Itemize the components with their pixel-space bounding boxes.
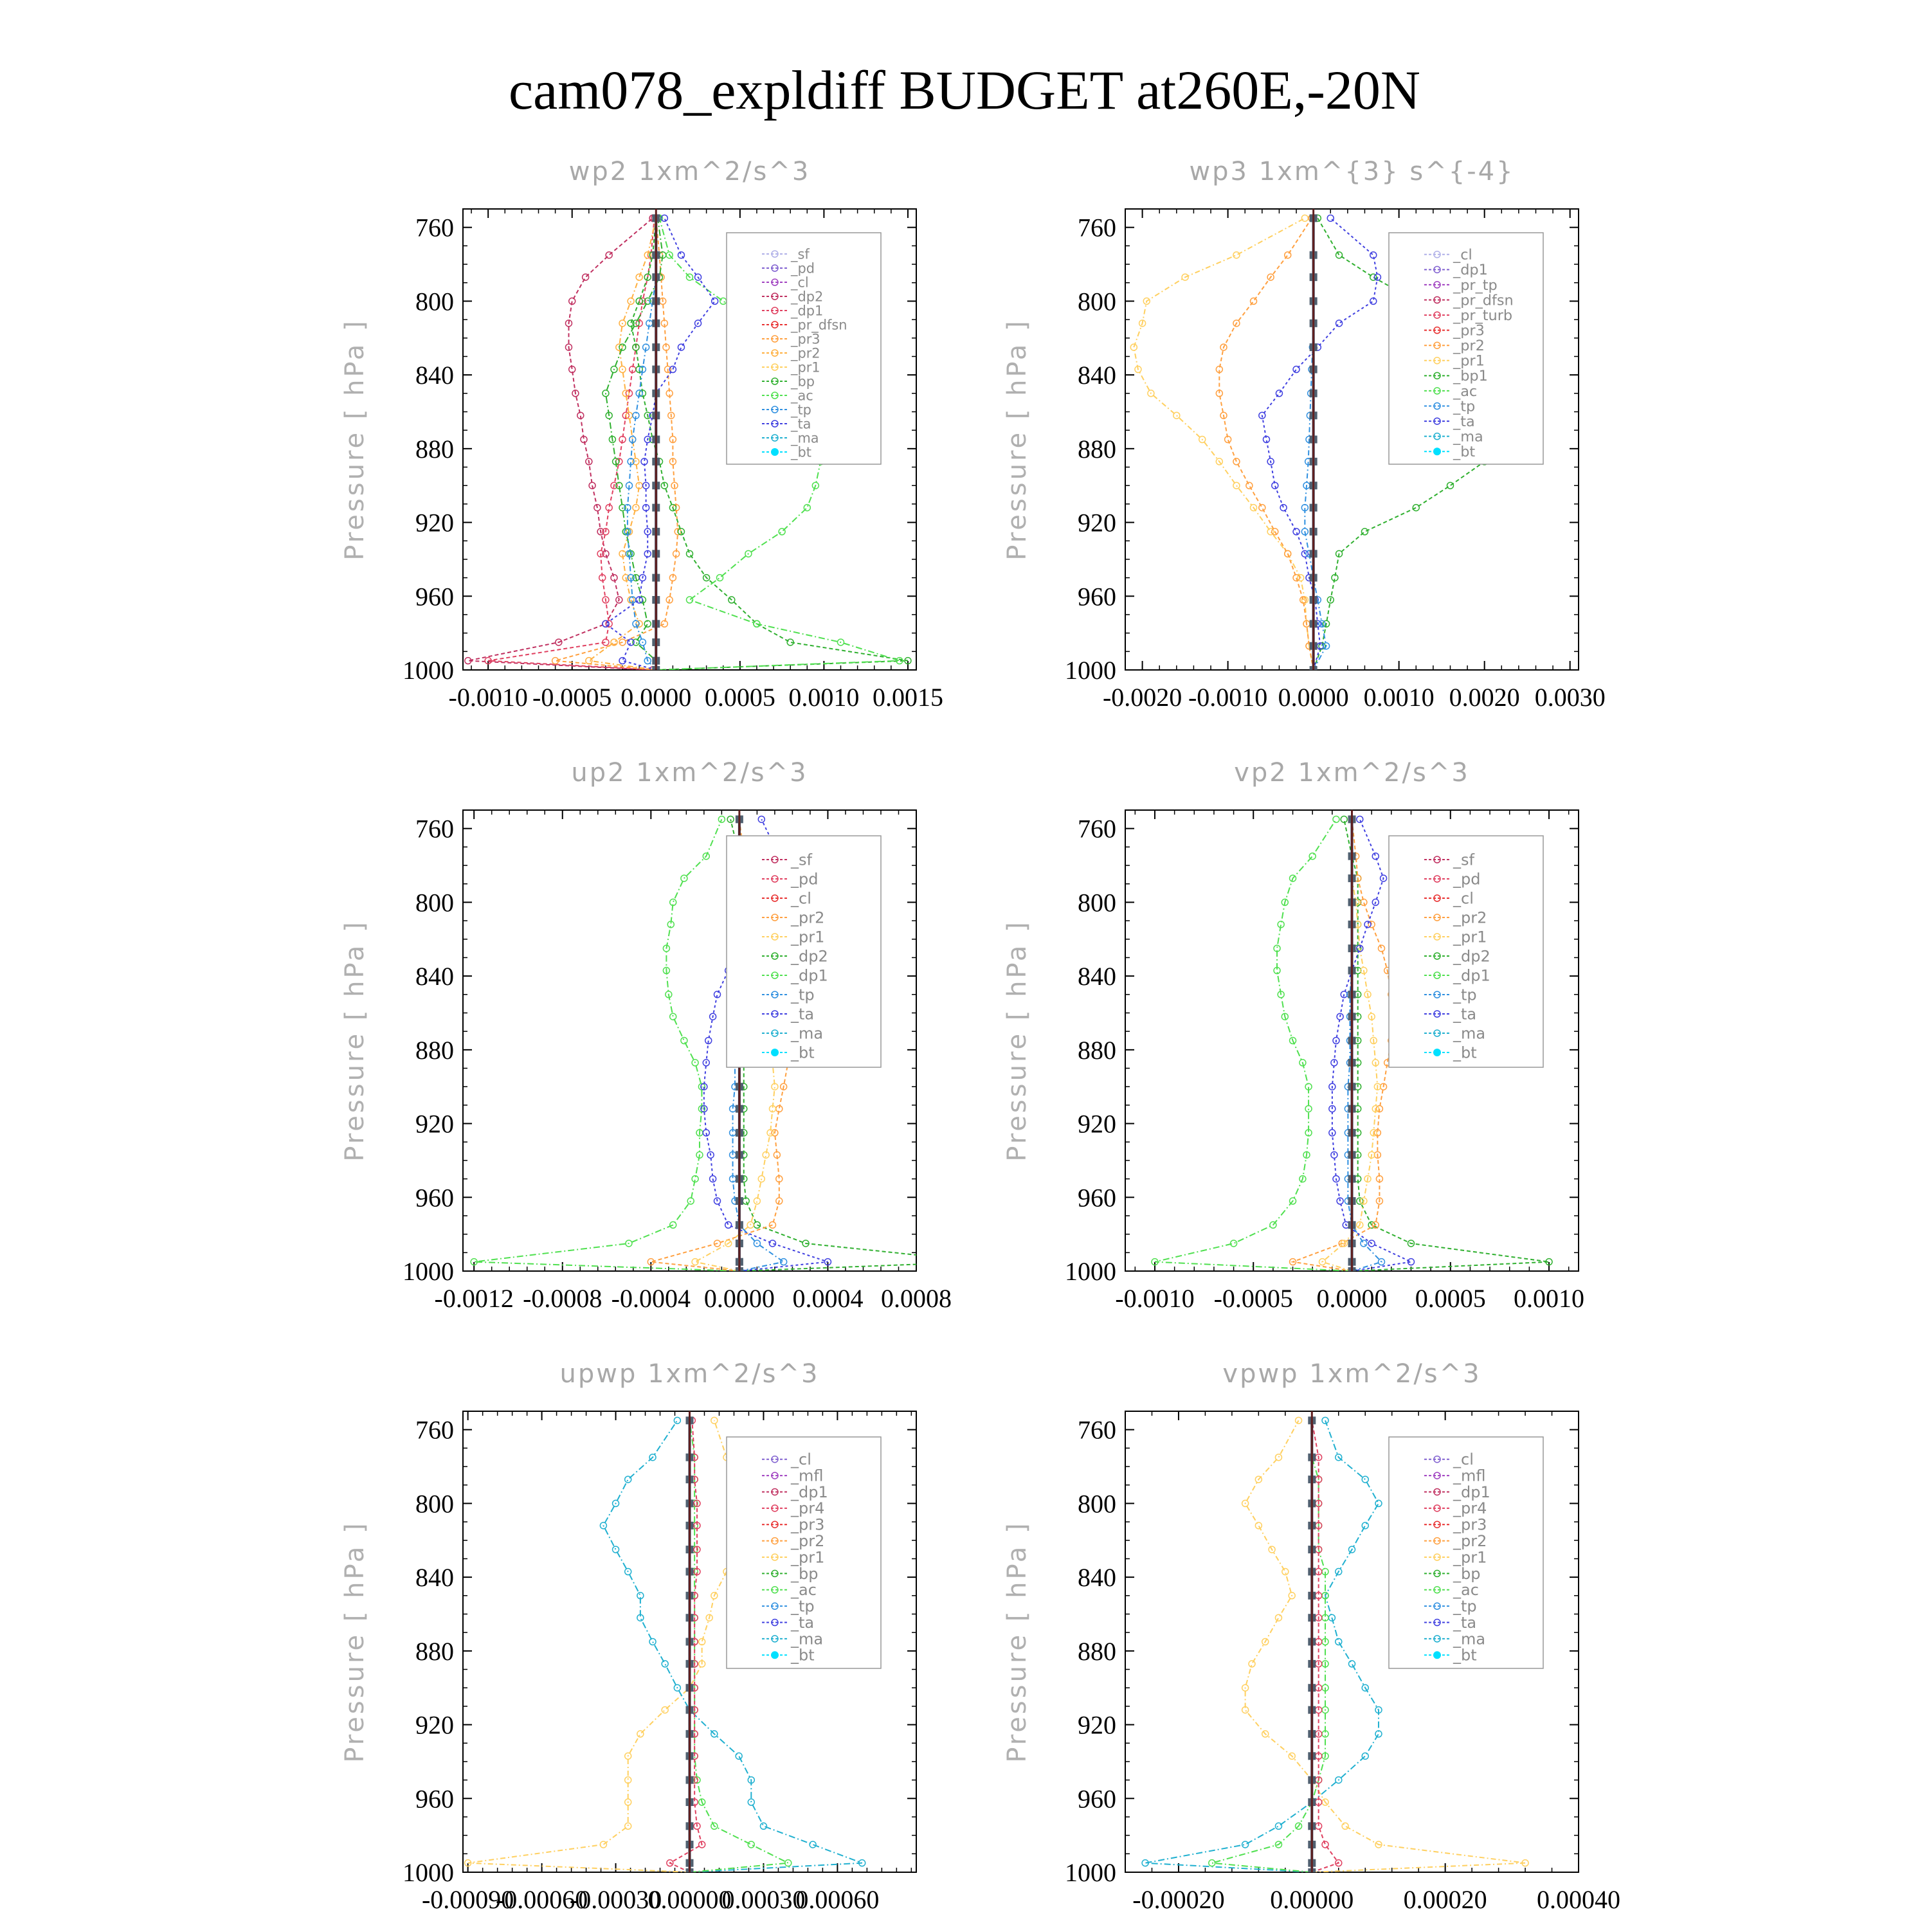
y-tick-label: 920 [415, 1710, 454, 1740]
legend-label: _ta [791, 1613, 815, 1632]
x-tick-label: -0.00020 [1132, 1885, 1225, 1914]
y-tick-label: 840 [1078, 962, 1116, 991]
series-marker [1280, 505, 1287, 511]
series-marker [779, 528, 785, 535]
legend-label: _bt [791, 444, 811, 460]
y-tick-label: 960 [415, 582, 454, 611]
legend [727, 1437, 881, 1668]
legend-label: _ma [791, 1630, 824, 1648]
series-marker [662, 1707, 668, 1713]
x-tick-label: 0.00040 [1537, 1885, 1620, 1914]
chart-panel [340, 758, 986, 1313]
y-tick-label: 1000 [1065, 1257, 1116, 1286]
y-tick-label: 960 [1078, 582, 1116, 611]
legend [1389, 836, 1543, 1067]
series-marker [712, 298, 718, 304]
x-tick-label: 0.0000 [703, 1284, 775, 1313]
series-marker [1293, 575, 1300, 581]
series-marker [1327, 215, 1334, 221]
legend-marker [771, 1651, 779, 1659]
series-marker [1293, 366, 1300, 373]
figure-title: cam078_expldiff BUDGET at260E,-20N [509, 59, 1420, 121]
legend-label: _pr_dfsn [1453, 292, 1514, 309]
series-marker [678, 344, 684, 350]
series-marker [649, 1639, 656, 1645]
legend-label: _ac [1453, 383, 1478, 400]
legend-label: _tp [791, 402, 811, 418]
x-tick-label: -0.0005 [1213, 1284, 1293, 1313]
legend-marker [1433, 1651, 1441, 1659]
legend-label: _sf [1453, 851, 1474, 869]
series-marker [804, 505, 810, 511]
legend [1389, 1437, 1543, 1668]
series-line [1145, 1420, 1379, 1872]
series-marker [1275, 1823, 1281, 1829]
legend-label: _bt [1453, 1646, 1477, 1665]
legend-label: _pr4 [791, 1499, 825, 1518]
x-tick-label: 0.0010 [1363, 683, 1435, 712]
series-marker [1246, 482, 1253, 489]
x-tick-label: -0.00090 [421, 1885, 514, 1914]
legend-label: _ma [1453, 428, 1483, 446]
legend-label: _dp2 [791, 947, 828, 966]
legend-label: _tp [1453, 986, 1477, 1004]
series-marker [1259, 505, 1265, 511]
series-marker [628, 298, 634, 304]
series-marker [1378, 945, 1384, 952]
y-tick-label: 760 [415, 814, 454, 844]
series-marker [785, 1860, 792, 1866]
y-tick-label: 880 [415, 434, 454, 464]
legend-label: _ma [791, 1024, 824, 1043]
legend-label: _dp1 [791, 1483, 828, 1501]
legend-label: _ta [1453, 413, 1475, 430]
series-marker [681, 1038, 687, 1044]
series-marker [586, 658, 592, 664]
y-tick-label: 800 [1078, 1489, 1116, 1519]
x-tick-label: 0.00000 [648, 1885, 732, 1914]
legend-label: _cl [1453, 889, 1474, 908]
series-marker [687, 550, 693, 557]
legend-label: _mfl [1453, 1467, 1486, 1485]
panel-title: vp2 1xm^2/s^3 [1234, 758, 1470, 788]
legend-label: _pr3 [791, 1515, 825, 1534]
y-tick-label: 760 [415, 213, 454, 242]
chart-panel [340, 157, 943, 712]
y-tick-label: 840 [1078, 1563, 1116, 1593]
series-marker [687, 1198, 694, 1204]
legend-label: _ac [791, 1581, 817, 1600]
y-tick-label: 1000 [403, 1257, 454, 1286]
series-marker [1275, 1454, 1281, 1461]
series-marker [1361, 1240, 1367, 1247]
legend-label: _tp [791, 1597, 815, 1616]
series-marker [1362, 1476, 1368, 1483]
legend-label: _ta [1453, 1613, 1477, 1632]
y-tick-label: 840 [415, 962, 454, 991]
x-tick-label: 0.0008 [881, 1284, 952, 1313]
x-tick-label: 0.0004 [792, 1284, 864, 1313]
legend-label: _tp [791, 986, 815, 1004]
series-marker [1130, 344, 1137, 350]
legend-label: _pd [791, 260, 815, 276]
x-tick-label: 0.0015 [872, 683, 943, 712]
legend-label: _ma [791, 430, 819, 446]
legend-label: _pr1 [791, 359, 820, 375]
legend-label: _pr2 [1453, 1532, 1487, 1551]
x-tick-label: 0.0005 [1415, 1284, 1486, 1313]
series-marker [600, 1841, 606, 1848]
series-marker [1255, 1522, 1262, 1529]
series-marker [625, 1476, 631, 1483]
x-tick-label: -0.00060 [495, 1885, 588, 1914]
y-axis-label: Pressure [ hPa ] [340, 919, 370, 1162]
legend-label: _pr1 [791, 928, 825, 946]
series-marker [1375, 1500, 1382, 1506]
y-tick-label: 760 [1078, 814, 1116, 844]
y-tick-label: 920 [1078, 1710, 1116, 1740]
y-tick-label: 880 [1078, 1035, 1116, 1065]
series-marker [717, 575, 723, 581]
legend-label: _ma [1453, 1024, 1486, 1043]
series-marker [748, 1841, 754, 1848]
y-tick-label: 1000 [403, 1858, 454, 1887]
legend-label: _dp1 [1453, 966, 1490, 985]
series-marker [1361, 528, 1368, 535]
y-tick-label: 960 [1078, 1183, 1116, 1213]
panel-title: upwp 1xm^2/s^3 [559, 1359, 820, 1389]
x-tick-label: 0.0000 [1278, 683, 1349, 712]
series-marker [1362, 1753, 1368, 1759]
legend-label: _pr2 [1453, 338, 1485, 355]
legend-label: _ma [1453, 1630, 1486, 1648]
legend-label: _pr_turb [1453, 307, 1513, 324]
legend [1389, 233, 1543, 464]
series-marker [760, 1823, 766, 1829]
y-axis-label: Pressure [ hPa ] [1002, 1521, 1032, 1763]
y-tick-label: 800 [1078, 888, 1116, 917]
legend-label: _pr2 [791, 908, 825, 927]
legend-label: _cl [791, 1450, 811, 1469]
series-line [589, 218, 656, 670]
x-tick-label: 0.0010 [1514, 1284, 1585, 1313]
y-tick-label: 960 [415, 1784, 454, 1814]
legend-label: _pr1 [1453, 928, 1487, 946]
y-tick-label: 880 [415, 1035, 454, 1065]
panel-title: wp2 1xm^2/s^3 [568, 157, 811, 186]
panel-title: vpwp 1xm^2/s^3 [1222, 1359, 1481, 1389]
y-tick-label: 840 [1078, 361, 1116, 390]
legend-label: _pr3 [1453, 322, 1485, 339]
series-marker [1413, 505, 1419, 511]
legend-label: _sf [791, 851, 812, 869]
series-marker [1233, 458, 1240, 465]
series-marker [1342, 1823, 1348, 1829]
x-tick-label: 0.0010 [788, 683, 860, 712]
legend-label: _bt [791, 1043, 815, 1062]
series-line [1219, 218, 1313, 670]
legend-label: _pd [791, 870, 819, 889]
legend-label: _pr1 [1453, 1548, 1487, 1567]
series-marker [1251, 298, 1257, 304]
x-tick-label: -0.0010 [448, 683, 528, 712]
y-tick-label: 840 [415, 361, 454, 390]
legend-label: _bp [791, 1564, 819, 1583]
legend-label: _ta [791, 1005, 815, 1024]
y-tick-label: 760 [415, 1415, 454, 1445]
chart-panel [340, 1359, 916, 1914]
series-marker [1233, 482, 1240, 489]
series-marker [1364, 921, 1371, 928]
y-tick-label: 920 [415, 508, 454, 537]
y-tick-label: 880 [415, 1636, 454, 1666]
series-marker [1233, 252, 1240, 258]
x-tick-label: -0.0010 [1115, 1284, 1195, 1313]
legend-label: _ta [1453, 1005, 1477, 1024]
chart-panel [1002, 1359, 1620, 1914]
y-tick-label: 920 [1078, 1109, 1116, 1139]
legend-marker [1433, 447, 1441, 455]
series-marker [810, 1841, 816, 1848]
legend-label: _cl [791, 889, 811, 908]
series-marker [1336, 252, 1343, 258]
legend-label: _ac [791, 388, 813, 404]
legend-label: _pr3 [1453, 1515, 1487, 1534]
legend-label: _ac [1453, 1581, 1479, 1600]
series-marker [662, 1661, 668, 1667]
legend-label: _pd [1453, 870, 1481, 889]
y-tick-label: 800 [415, 287, 454, 316]
y-tick-label: 880 [1078, 434, 1116, 464]
y-axis-label: Pressure [ hPa ] [340, 1521, 370, 1763]
series-marker [1336, 320, 1343, 327]
legend-label: _dp1 [791, 966, 828, 985]
series-marker [720, 298, 727, 304]
x-tick-label: -0.0008 [523, 1284, 602, 1313]
panel-title: up2 1xm^2/s^3 [571, 758, 808, 788]
legend-label: _pr3 [791, 331, 820, 347]
legend-label: _bt [1453, 444, 1476, 461]
series-marker [583, 274, 589, 280]
x-tick-label: -0.0012 [434, 1284, 514, 1313]
y-tick-label: 880 [1078, 1636, 1116, 1666]
series-marker [687, 597, 693, 603]
series-marker [606, 252, 612, 258]
x-tick-label: 0.0000 [1316, 1284, 1388, 1313]
legend-label: _pr_tp [1453, 276, 1498, 294]
legend-label: _dp1 [1453, 262, 1488, 279]
legend-label: _cl [1453, 1450, 1474, 1469]
y-tick-label: 960 [415, 1183, 454, 1213]
legend-label: _dp1 [791, 303, 824, 319]
chart-panel [1002, 157, 1606, 712]
series-marker [769, 1222, 775, 1228]
y-tick-label: 1000 [403, 656, 454, 685]
series-marker [1357, 816, 1363, 822]
legend-marker [771, 448, 779, 456]
legend-label: _pr2 [1453, 908, 1487, 927]
series-marker [1293, 528, 1300, 535]
series-marker [625, 1823, 631, 1829]
y-axis-label: Pressure [ hPa ] [1002, 919, 1032, 1162]
y-tick-label: 840 [415, 1563, 454, 1593]
x-tick-label: 0.0000 [620, 683, 692, 712]
legend-label: _pr2 [791, 345, 820, 361]
x-tick-label: -0.0010 [1188, 683, 1268, 712]
x-tick-label: 0.00060 [795, 1885, 880, 1914]
series-marker [1322, 1841, 1328, 1848]
series-marker [1447, 482, 1453, 489]
series-marker [1285, 252, 1291, 258]
legend [727, 836, 881, 1067]
x-tick-label: 0.00000 [1270, 1885, 1354, 1914]
legend [727, 233, 881, 464]
y-tick-label: 800 [415, 1489, 454, 1519]
panel-title: wp3 1xm^{3} s^{-4} [1189, 157, 1515, 186]
legend-label: _tp [1453, 1597, 1477, 1616]
series-line [468, 1420, 752, 1872]
y-axis-label: Pressure [ hPa ] [1002, 318, 1032, 561]
legend-label: _bt [1453, 1043, 1477, 1062]
series-line [1134, 218, 1313, 670]
series-marker [1275, 1614, 1281, 1621]
series-line [606, 218, 715, 670]
legend-label: _cl [791, 275, 809, 291]
series-marker [636, 274, 642, 280]
y-tick-label: 800 [415, 888, 454, 917]
series-marker [613, 1546, 619, 1553]
series-marker [1272, 482, 1278, 489]
y-tick-label: 800 [1078, 287, 1116, 316]
series-marker [1301, 215, 1308, 221]
series-line [474, 819, 739, 1271]
y-tick-label: 760 [1078, 1415, 1116, 1445]
legend-marker [1433, 1049, 1441, 1056]
x-tick-label: 0.0030 [1534, 683, 1606, 712]
x-tick-label: 0.00020 [1403, 1885, 1487, 1914]
legend-label: _bp1 [1453, 368, 1488, 385]
series-marker [979, 1259, 986, 1265]
series-marker [725, 1222, 732, 1228]
series-marker [754, 1222, 760, 1228]
legend-label: _bt [791, 1646, 815, 1665]
series-line [468, 218, 653, 670]
legend-label: _pr2 [791, 1532, 825, 1551]
x-tick-label: 0.0005 [704, 683, 775, 712]
series-marker [1209, 1860, 1215, 1866]
legend-label: _dp2 [791, 289, 824, 305]
y-tick-label: 1000 [1065, 656, 1116, 685]
y-tick-label: 1000 [1065, 1858, 1116, 1887]
legend-label: _pr1 [791, 1548, 825, 1567]
legend-label: _cl [1453, 246, 1472, 264]
legend-label: _pr1 [1453, 352, 1485, 370]
x-tick-label: -0.0005 [532, 683, 612, 712]
legend-label: _bp [1453, 1564, 1481, 1583]
series-marker [1309, 853, 1316, 860]
x-tick-label: -0.00030 [569, 1885, 662, 1914]
x-tick-label: -0.0020 [1102, 683, 1182, 712]
y-tick-label: 920 [415, 1109, 454, 1139]
x-tick-label: 0.00030 [721, 1885, 806, 1914]
y-axis-label: Pressure [ hPa ] [340, 318, 370, 561]
chart-panel [1002, 758, 1584, 1313]
series-marker [1372, 853, 1379, 860]
legend-label: _pr_dfsn [791, 317, 847, 333]
legend-label: _pr4 [1453, 1499, 1487, 1518]
legend-label: _bp [791, 374, 815, 390]
legend-label: _mfl [791, 1467, 824, 1485]
series-marker [1305, 1106, 1312, 1112]
series-marker [1276, 390, 1282, 397]
series-marker [674, 1417, 680, 1423]
x-tick-label: 0.0020 [1449, 683, 1520, 712]
series-marker [678, 252, 684, 258]
y-tick-label: 960 [1078, 1784, 1116, 1814]
legend-label: _dp1 [1453, 1483, 1490, 1501]
legend-label: _sf [791, 246, 810, 262]
legend-label: _tp [1453, 398, 1476, 415]
series-marker [633, 505, 639, 511]
legend-marker [771, 1049, 779, 1056]
legend-label: _dp2 [1453, 947, 1490, 966]
y-tick-label: 760 [1078, 213, 1116, 242]
series-marker [670, 1013, 676, 1020]
series-marker [736, 1753, 742, 1759]
y-tick-label: 920 [1078, 508, 1116, 537]
series-line [1155, 819, 1352, 1271]
series-marker [769, 1240, 775, 1247]
series-marker [1362, 1522, 1368, 1529]
legend-label: _ta [791, 416, 811, 432]
series-marker [1333, 816, 1339, 822]
x-tick-label: -0.0004 [611, 1284, 691, 1313]
series-marker [637, 1731, 644, 1737]
series-marker [1349, 1661, 1355, 1667]
